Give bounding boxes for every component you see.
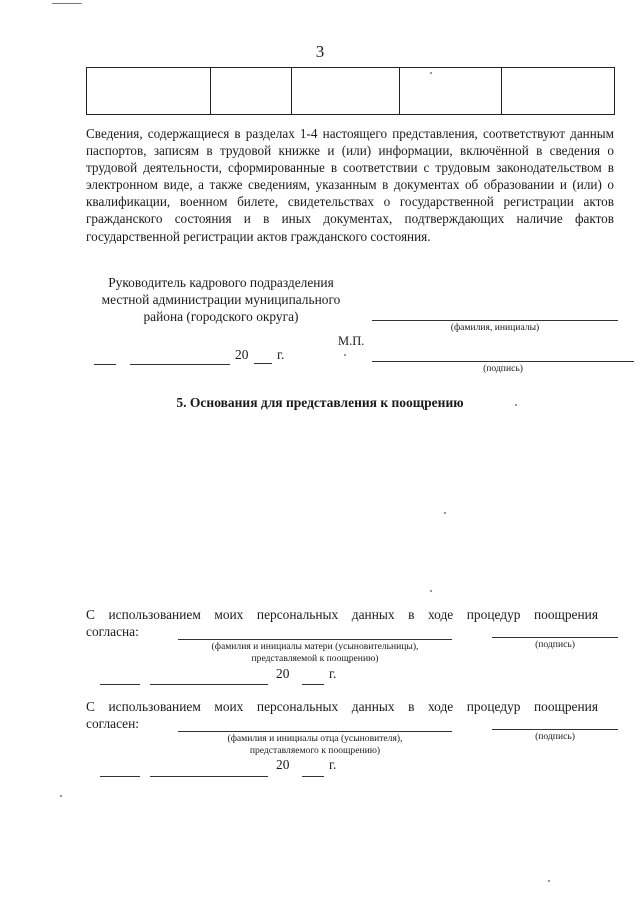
hr-head-line: Руководитель кадрового подразделения xyxy=(108,275,334,290)
caption-line: представляемого к поощрению) xyxy=(249,745,381,756)
table-cell xyxy=(211,68,292,115)
stamp-place-label: М.П. xyxy=(338,334,365,348)
table-cell xyxy=(400,68,502,115)
scan-artifact xyxy=(430,590,432,592)
table-cell xyxy=(502,68,615,115)
date-year-line xyxy=(302,684,324,685)
date-year-line xyxy=(302,776,324,777)
scan-artifact xyxy=(344,354,346,356)
table-row xyxy=(87,68,615,115)
date-year-prefix: 20 xyxy=(235,347,249,362)
father-name-line xyxy=(178,731,452,732)
date-month-line xyxy=(150,684,268,685)
date-year-prefix: 20 xyxy=(276,666,290,681)
signature-line xyxy=(372,361,634,362)
hr-head-line: местной администрации муниципального xyxy=(101,292,341,307)
date-month-line xyxy=(150,776,268,777)
consent-father-line: С использованием моих персональных данных в ходе процедур поощрения xyxy=(86,699,598,714)
date-year-suffix: г. xyxy=(329,666,337,681)
signature-caption: (подпись) xyxy=(483,363,523,374)
scan-artifact xyxy=(60,795,62,797)
caption-line: представляемой к поощрению) xyxy=(251,653,379,664)
continuation-table xyxy=(86,67,615,115)
name-line xyxy=(372,320,618,321)
certification-paragraph: Сведения, содержащиеся в разделах 1-4 настоящего представления, соответствуют данным паспортов, записям в трудовой книжке и (или) информации, включённой в сведения о трудовой деятельности, сформированные в соответствии с трудовым законодательством в электронном виде, а также сведениям, указанным в документах об образовании и (или) о квалификации, военном билете, свидетельствах о государственной регистрации актов гражданского состояния и в иных документах, подтверждающих наличие фактов государственной регистрации актов гражданского состояния. xyxy=(86,126,614,244)
consent-mother-line: С использованием моих персональных данных в ходе процедур поощрения xyxy=(86,607,598,622)
table-cell xyxy=(292,68,400,115)
consent-mother-word: согласна: xyxy=(86,624,139,639)
mother-signature-caption: (подпись) xyxy=(535,639,575,650)
date-day-line xyxy=(100,684,140,685)
caption-line: (фамилия и инициалы отца (усыновителя), xyxy=(227,733,403,744)
date-year-suffix: г. xyxy=(329,757,337,772)
scan-artifact xyxy=(52,3,82,4)
hr-head-title xyxy=(90,274,352,325)
mother-name-caption xyxy=(178,641,452,665)
mother-name-line xyxy=(178,639,452,640)
date-day-line xyxy=(94,364,116,365)
father-signature-caption: (подпись) xyxy=(535,731,575,742)
scan-artifact xyxy=(548,880,550,882)
table-cell xyxy=(87,68,211,115)
date-day-line xyxy=(100,776,140,777)
scan-artifact xyxy=(444,512,446,514)
date-month-line xyxy=(130,364,230,365)
caption-line: (фамилия и инициалы матери (усыновительницы), xyxy=(211,641,419,652)
father-name-caption xyxy=(178,733,452,757)
scan-artifact xyxy=(430,72,432,74)
section-title: 5. Основания для представления к поощрению xyxy=(176,395,464,410)
mother-signature-line xyxy=(492,637,618,638)
date-year-suffix: г. xyxy=(277,347,285,362)
father-signature-line xyxy=(492,729,618,730)
hr-head-line: района (городского округа) xyxy=(143,309,299,324)
date-year-line xyxy=(254,363,272,364)
consent-father-word: согласен: xyxy=(86,716,140,731)
page-number: 3 xyxy=(315,42,325,61)
fio-caption: (фамилия, инициалы) xyxy=(450,322,540,333)
date-year-prefix: 20 xyxy=(276,757,290,772)
scan-artifact xyxy=(515,404,517,406)
